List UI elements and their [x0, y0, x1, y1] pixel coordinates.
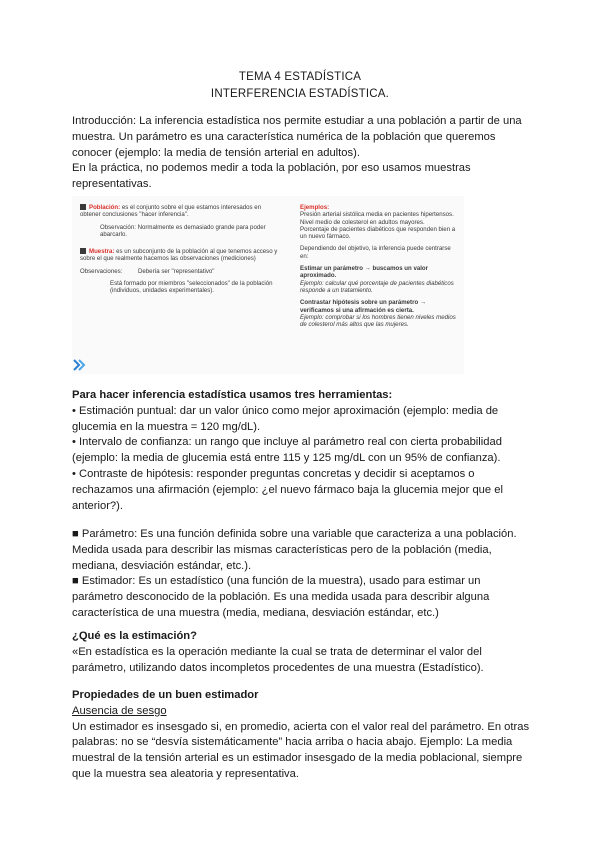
slide-contrastar-title: Contrastar hipótesis sobre un parámetro → verificamos si una afirmación es cierta. — [300, 299, 426, 314]
slide-dependiendo: Dependiendo del objetivo, la inferencia puede centrarse en: — [300, 245, 451, 260]
herramientas-heading: Para hacer inferencia estadística usamos tres herramientas: — [72, 389, 393, 401]
slide-term-poblacion: Población: — [89, 204, 121, 211]
propiedades-subheading: Ausencia de sesgo — [72, 704, 167, 717]
bullet-square-icon — [80, 248, 86, 254]
slide-right-column — [300, 204, 460, 328]
slide-obs-label: Observaciones: — [80, 267, 123, 275]
intro-section — [72, 114, 534, 193]
slide-observacion: Observación: Normalmente es demasiado grande para poder abarcarlo. — [100, 223, 266, 238]
herramienta-item: • Estimación puntual: dar un valor único como mejor aproximación (ejemplo: media de glucemia en la muestra = 120 mg/dL). — [72, 404, 499, 433]
intro-paragraph: Introducción: La inferencia estadística nos permite estudiar a una población a partir de una muestra. Un parámetro es una característica numérica de la población que queremos conocer (ejemplo: la media de tensión arterial en adultos). — [72, 115, 522, 159]
slide-left-column — [80, 204, 280, 295]
bullet-square-icon — [80, 204, 86, 210]
slide-example-3: Porcentaje de pacientes diabéticos que responden bien a un nuevo fármaco. — [300, 225, 456, 241]
propiedades-text: Un estimador es insesgado si, en promedio, acierta con el valor real del parámetro. En otras palabras: no se “desvía sistemáticamente” hacia arriba o hacia abajo. Ejemplo: La media muestral de la tensión arterial es un estimador insesgado de la media poblacional, siempre que la muestra sea aleatoria y representativa. — [72, 720, 530, 780]
intro-paragraph-2: En la práctica, no podemos medir a toda la población, por eso usamos muestras representativas. — [72, 162, 471, 191]
slide-obs-value: Debería ser "representativo" — [138, 267, 215, 275]
propiedades-heading: Propiedades de un buen estimador — [72, 689, 259, 701]
slide-poblacion-text: es el conjunto sobre el que estamos interesados en obtener conclusiones "hacer inferencia". — [80, 204, 262, 219]
herramientas-section — [72, 388, 534, 514]
slide-muestra-text: es un subconjunto de la población al que tenemos acceso y sobre el que realmente hacemos las observaciones (mediciones) — [80, 248, 278, 263]
slide-example-1: Presión arterial sistólica media en pacientes hipertensos. — [300, 211, 454, 219]
slide-estimar-example: Ejemplo: calcular qué porcentaje de pacientes diabéticos responde a un tratamiento. — [300, 279, 454, 294]
document-subtitle: INTERFERENCIA ESTADÍSTICA. — [210, 88, 390, 100]
definicion-estimador: ■ Estimador: Es un estadístico (una función de la muestra), usado para estimar un parámetro desconocido de la población. Es una medida usada para describir alguna característica de una muestra (media, mediana, desviación estándar, etc.) — [72, 575, 490, 619]
slide-estimar-title: Estimar un parámetro → buscamos un valor aproximado. — [300, 265, 429, 280]
slide-contrastar-example: Ejemplo: comprobar si los hombres tienen niveles medios de colesterol más altos que las mujeres. — [300, 313, 456, 329]
herramienta-item: • Intervalo de confianza: un rango que incluye al parámetro real con cierta probabilidad (ejemplo: la media de glucemia está entre 115 y 125 mg/dL con un 95% de confianza). — [72, 436, 502, 465]
propiedades-section — [72, 688, 534, 783]
herramienta-item: • Contraste de hipótesis: responder preguntas concretas y decidir si aceptamos o rechazamos una afirmación (ejemplo: ¿el nuevo fármaco baja la glucemia mejor que el anterior?). — [72, 467, 503, 512]
watermark-logo-icon — [72, 358, 86, 372]
definiciones-section — [72, 527, 534, 622]
estimacion-heading: ¿Qué es la estimación? — [72, 630, 197, 642]
slide-obs-extra: Está formado por miembros "seleccionados" de la población (individuos, unidades experimentales). — [110, 280, 273, 295]
document-title: TEMA 4 ESTADÍSTICA — [238, 71, 362, 83]
definicion-parametro: ■ Parámetro: Es una función definida sobre una variable que caracteriza a una población. Medida usada para describir las mismas características pero de la población (media, mediana, desviación estándar, etc.). — [72, 528, 517, 572]
slide-ejemplos-heading: Ejemplos: — [300, 204, 330, 211]
embedded-slide-image — [72, 196, 464, 374]
slide-example-2: Nivel medio de colesterol en adultos mayores. — [300, 218, 425, 226]
slide-term-muestra: Muestra: — [89, 248, 115, 256]
estimacion-section — [72, 629, 534, 676]
estimacion-text: «En estadística es la operación mediante la cual se trata de determinar el valor del parámetro, utilizando datos incompletos procedentes de una muestra (Estadístico). — [72, 645, 484, 674]
